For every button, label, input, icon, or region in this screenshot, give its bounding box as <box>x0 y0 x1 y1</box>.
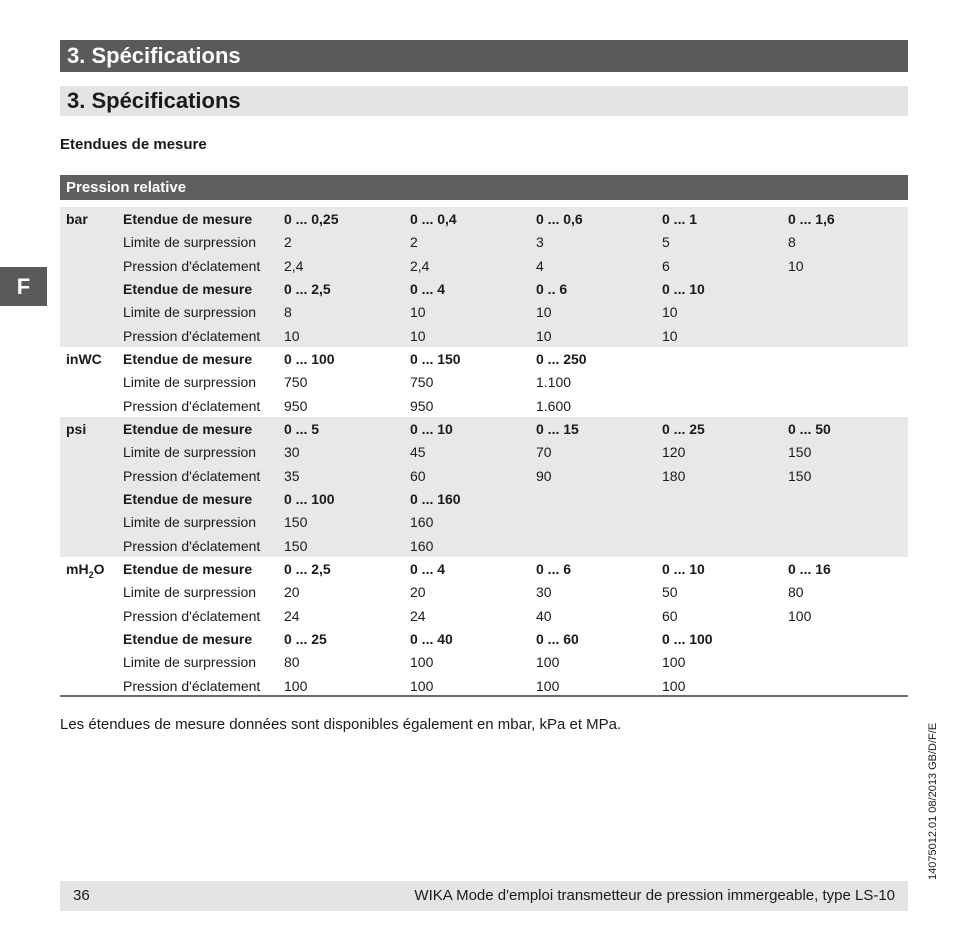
table-row <box>60 557 908 580</box>
table-row <box>60 207 908 230</box>
value-cell: 35 <box>284 467 300 484</box>
value-cell: 2,4 <box>410 257 430 274</box>
table-row <box>60 440 908 463</box>
unit-label: psi <box>66 420 87 437</box>
value-cell: 20 <box>410 584 426 601</box>
section-title-dark: 3. Spécifications <box>60 40 908 72</box>
value-cell: 0 ... 10 <box>662 560 705 577</box>
row-label: Pression d'éclatement <box>123 257 261 274</box>
value-cell: 100 <box>662 654 686 671</box>
value-cell: 3 <box>536 234 544 251</box>
table-row <box>60 534 908 557</box>
value-cell: 0 ... 0,25 <box>284 211 339 227</box>
value-cell: 0 ... 50 <box>788 420 831 437</box>
value-cell: 120 <box>662 444 686 461</box>
value-cell: 50 <box>662 584 678 601</box>
row-label: Limite de surpression <box>123 514 257 531</box>
value-cell: 0 ... 4 <box>410 560 446 577</box>
row-label: Pression d'éclatement <box>123 607 261 624</box>
value-cell: 150 <box>284 537 308 554</box>
row-label: Etendue de mesure <box>123 280 253 297</box>
value-cell: 60 <box>410 467 426 484</box>
table-header-gauge-pressure: Pression relative <box>60 175 908 200</box>
unit-label: bar <box>66 211 88 227</box>
table-row <box>60 674 908 697</box>
table-row <box>60 650 908 673</box>
value-cell: 750 <box>284 374 308 391</box>
value-cell: 0 ... 1 <box>662 211 698 227</box>
value-cell: 0 ... 16 <box>788 560 831 577</box>
unit-group <box>60 557 908 697</box>
table-row <box>60 254 908 277</box>
value-cell: 0 ... 250 <box>536 350 587 367</box>
value-cell: 750 <box>410 374 434 391</box>
unit-group <box>60 417 908 557</box>
value-cell: 0 ... 2,5 <box>284 280 331 297</box>
table-row <box>60 324 908 347</box>
row-label: Etendue de mesure <box>123 350 253 367</box>
value-cell: 10 <box>788 257 804 274</box>
row-label: Pression d'éclatement <box>123 537 261 554</box>
page-footer <box>60 881 908 911</box>
row-label: Pression d'éclatement <box>123 467 261 484</box>
value-cell: 950 <box>284 397 308 414</box>
value-cell: 0 ... 10 <box>410 420 453 437</box>
table-row <box>60 277 908 300</box>
table-row <box>60 627 908 650</box>
value-cell: 4 <box>536 257 544 274</box>
row-label: Limite de surpression <box>123 374 257 391</box>
value-cell: 10 <box>536 304 552 321</box>
value-cell: 100 <box>284 677 308 694</box>
document-reference <box>927 714 941 880</box>
value-cell: 10 <box>536 327 552 344</box>
value-cell: 0 .. 6 <box>536 280 568 297</box>
value-cell: 5 <box>662 234 670 251</box>
value-cell: 0 ... 40 <box>410 630 453 647</box>
value-cell: 0 ... 100 <box>284 350 335 367</box>
value-cell: 6 <box>662 257 670 274</box>
value-cell: 160 <box>410 537 434 554</box>
value-cell: 0 ... 1,6 <box>788 211 835 227</box>
value-cell: 1.100 <box>536 374 572 391</box>
value-cell: 0 ... 5 <box>284 420 320 437</box>
value-cell: 1.600 <box>536 397 572 414</box>
table-bottom-rule <box>60 695 908 697</box>
row-label: Etendue de mesure <box>123 211 253 227</box>
value-cell: 10 <box>410 304 426 321</box>
value-cell: 0 ... 6 <box>536 560 572 577</box>
row-label: Etendue de mesure <box>123 420 253 437</box>
footer-title: WIKA Mode d'emploi transmetteur de pression immergeable, type LS-10 <box>414 887 895 904</box>
value-cell: 0 ... 4 <box>410 280 446 297</box>
value-cell: 10 <box>662 327 678 344</box>
value-cell: 100 <box>410 677 434 694</box>
value-cell: 0 ... 2,5 <box>284 560 331 577</box>
section-title-light: 3. Spécifications <box>60 86 908 116</box>
table-row <box>60 604 908 627</box>
unit-group <box>60 207 908 347</box>
row-label: Etendue de mesure <box>123 490 253 507</box>
value-cell: 2,4 <box>284 257 304 274</box>
value-cell: 0 ... 0,4 <box>410 211 457 227</box>
value-cell: 0 ... 160 <box>410 490 461 507</box>
value-cell: 0 ... 100 <box>284 490 335 507</box>
row-label: Limite de surpression <box>123 234 257 251</box>
row-label: Limite de surpression <box>123 444 257 461</box>
unit-label: inWC <box>66 350 102 367</box>
value-cell: 80 <box>788 584 804 601</box>
document-reference-text: 14075012.01 08/2013 GB/D/F/E <box>927 722 939 880</box>
value-cell: 150 <box>284 514 308 531</box>
row-label: Limite de surpression <box>123 584 257 601</box>
value-cell: 40 <box>536 607 552 624</box>
table-row <box>60 347 908 370</box>
value-cell: 150 <box>788 467 812 484</box>
value-cell: 30 <box>536 584 552 601</box>
value-cell: 100 <box>788 607 812 624</box>
value-cell: 10 <box>410 327 426 344</box>
value-cell: 60 <box>662 607 678 624</box>
value-cell: 0 ... 60 <box>536 630 579 647</box>
language-tab: F <box>0 267 47 306</box>
value-cell: 150 <box>788 444 812 461</box>
value-cell: 0 ... 25 <box>662 420 705 437</box>
table-row <box>60 370 908 393</box>
row-label: Pression d'éclatement <box>123 327 261 344</box>
value-cell: 0 ... 100 <box>662 630 713 647</box>
value-cell: 180 <box>662 467 686 484</box>
value-cell: 45 <box>410 444 426 461</box>
value-cell: 20 <box>284 584 300 601</box>
table-row <box>60 464 908 487</box>
value-cell: 10 <box>662 304 678 321</box>
value-cell: 0 ... 0,6 <box>536 211 583 227</box>
value-cell: 0 ... 25 <box>284 630 327 647</box>
value-cell: 100 <box>410 654 434 671</box>
unit-label: $mH_2O$ <box>66 560 105 580</box>
value-cell: 80 <box>284 654 300 671</box>
value-cell: 8 <box>788 234 796 251</box>
table-row <box>60 300 908 323</box>
row-label: Pression d'éclatement <box>123 677 261 694</box>
table-row <box>60 417 908 440</box>
value-cell: 0 ... 150 <box>410 350 461 367</box>
value-cell: 2 <box>410 234 418 251</box>
page-number: 36 <box>73 887 90 904</box>
table-row <box>60 487 908 510</box>
table-row <box>60 230 908 253</box>
value-cell: 30 <box>284 444 300 461</box>
table-row <box>60 580 908 603</box>
spec-table <box>60 207 908 697</box>
value-cell: 90 <box>536 467 552 484</box>
value-cell: 100 <box>662 677 686 694</box>
value-cell: 24 <box>410 607 426 624</box>
value-cell: 0 ... 10 <box>662 280 705 297</box>
row-label: Limite de surpression <box>123 304 257 321</box>
value-cell: 100 <box>536 654 560 671</box>
value-cell: 160 <box>410 514 434 531</box>
row-label: Limite de surpression <box>123 654 257 671</box>
units-note: Les étendues de mesure données sont disponibles également en mbar, kPa et MPa. <box>60 716 622 733</box>
table-row <box>60 510 908 533</box>
value-cell: 70 <box>536 444 552 461</box>
measuring-ranges-heading: Etendues de mesure <box>60 136 207 153</box>
value-cell: 0 ... 15 <box>536 420 579 437</box>
value-cell: 2 <box>284 234 292 251</box>
row-label: Etendue de mesure <box>123 630 253 647</box>
value-cell: 950 <box>410 397 434 414</box>
value-cell: 8 <box>284 304 292 321</box>
unit-group <box>60 347 908 417</box>
value-cell: 10 <box>284 327 300 344</box>
value-cell: 100 <box>536 677 560 694</box>
table-row <box>60 394 908 417</box>
row-label: Pression d'éclatement <box>123 397 261 414</box>
row-label: Etendue de mesure <box>123 560 253 577</box>
value-cell: 24 <box>284 607 300 624</box>
